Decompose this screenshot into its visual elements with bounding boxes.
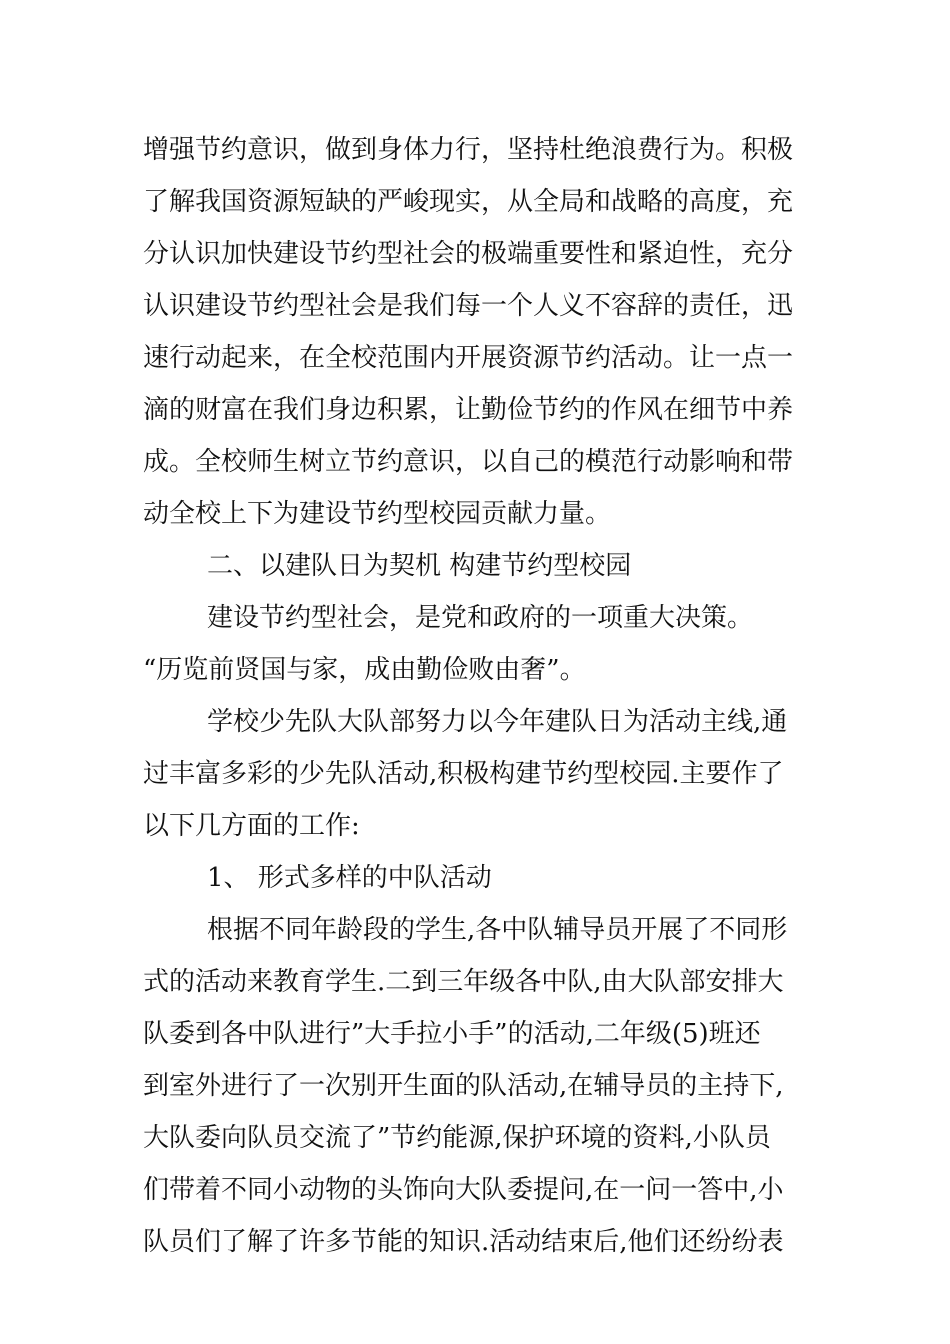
text-line: 根据不同年龄段的学生,各中队辅导员开展了不同形	[207, 915, 788, 945]
text-line: 认识建设节约型社会是我们每一个人义不容辞的责任，迅	[143, 291, 794, 321]
text-line: 队员们了解了许多节能的知识.活动结束后,他们还纷纷表	[143, 1227, 784, 1257]
text-line: 以下几方面的工作:	[143, 811, 360, 841]
text-line: 滴的财富在我们身边积累，让勤俭节约的作风在细节中养	[143, 395, 794, 425]
text-line: 了解我国资源短缺的严峻现实，从全局和战略的高度，充	[143, 187, 794, 217]
text-line: 到室外进行了一次别开生面的队活动,在辅导员的主持下,	[143, 1071, 784, 1101]
subsection-heading: 1、 形式多样的中队活动	[207, 863, 492, 893]
text-line: 队委到各中队进行”大手拉小手”的活动,二年级(5)班还	[143, 1019, 761, 1049]
text-line: 大队委向队员交流了”节约能源,保护环境的资料,小队员	[143, 1123, 771, 1153]
section-heading: 二、以建队日为契机 构建节约型校园	[207, 551, 632, 581]
document-body	[143, 124, 793, 1268]
quote-line: “历览前贤国与家，成由勤俭败由奢”。	[143, 655, 586, 685]
text-line: 成。全校师生树立节约意识，以自己的模范行动影响和带	[143, 447, 794, 477]
text-line: 速行动起来，在全校范围内开展资源节约活动。让一点一	[143, 343, 794, 373]
text-line: 增强节约意识，做到身体力行，坚持杜绝浪费行为。积极	[143, 135, 794, 165]
text-line: 建设节约型社会，是党和政府的一项重大决策。	[207, 603, 754, 633]
text-line: 学校少先队大队部努力以今年建队日为活动主线,通	[207, 707, 788, 737]
text-line: 分认识加快建设节约型社会的极端重要性和紧迫性，充分	[143, 239, 794, 269]
text-line: 过丰富多彩的少先队活动,积极构建节约型校园.主要作了	[143, 759, 784, 789]
text-line: 动全校上下为建设节约型校园贡献力量。	[143, 499, 612, 529]
text-line: 们带着不同小动物的头饰向大队委提问,在一问一答中,小	[143, 1175, 784, 1205]
text-line: 式的活动来教育学生.二到三年级各中队,由大队部安排大	[143, 967, 784, 997]
